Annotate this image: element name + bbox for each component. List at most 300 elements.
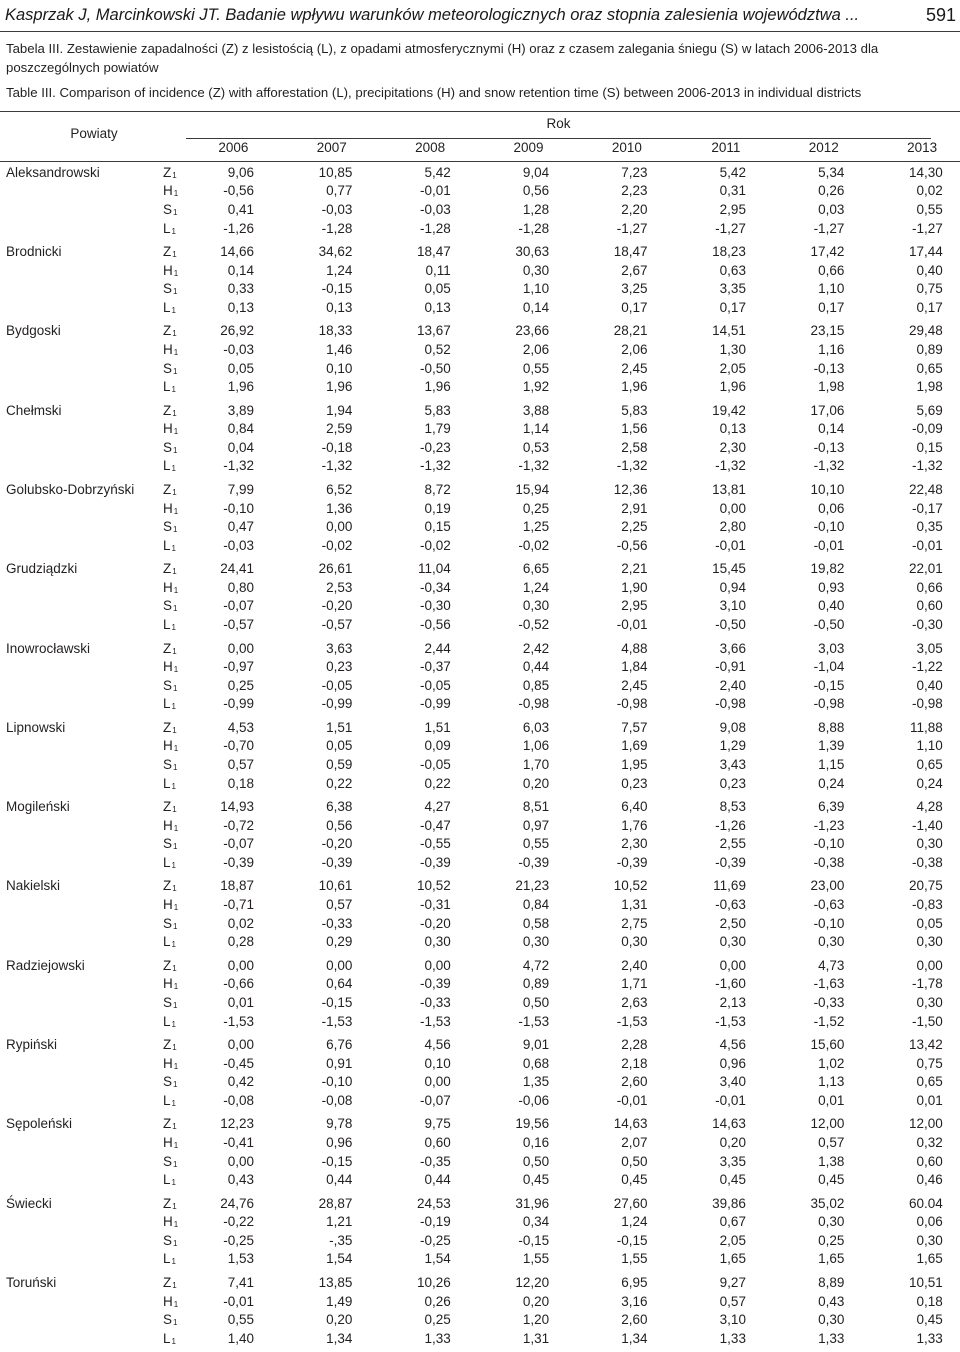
table-cell: 0,22 xyxy=(326,775,353,791)
table-row xyxy=(0,657,960,676)
table-cell: 1,54 xyxy=(326,1251,353,1267)
variable-letter: H xyxy=(163,421,173,437)
table-row xyxy=(0,737,960,756)
variable-subscript: 1 xyxy=(173,763,178,773)
table-cell: 0,65 xyxy=(916,757,943,773)
district-name: Brodnicki xyxy=(6,244,62,260)
table-cell: -0,07 xyxy=(223,836,254,852)
table-cell: -1,50 xyxy=(911,1013,943,1029)
table-cell: 1,79 xyxy=(424,421,451,437)
table-cell: -0,97 xyxy=(223,659,254,675)
table-cell: 2,06 xyxy=(621,341,648,357)
table-cell: -0,39 xyxy=(715,854,746,870)
table-cell: 6,39 xyxy=(818,799,845,815)
table-cell: 0,14 xyxy=(818,421,845,437)
table-cell: 3,16 xyxy=(621,1293,648,1309)
table-cell: -0,50 xyxy=(813,617,845,633)
table-cell: 1,54 xyxy=(424,1251,451,1267)
variable-letter: H xyxy=(163,341,173,357)
table-cell: 0,57 xyxy=(326,897,353,913)
table-cell: 0,30 xyxy=(621,934,648,950)
table-row xyxy=(0,993,960,1012)
variable-label xyxy=(158,720,198,735)
table-row xyxy=(0,1273,960,1292)
table-cell: 1,25 xyxy=(522,519,550,535)
running-header xyxy=(0,0,960,30)
table-cell: 4,27 xyxy=(424,799,451,815)
table-cell: -0,22 xyxy=(223,1214,254,1230)
table-row xyxy=(0,695,960,714)
table-cell: 1,55 xyxy=(522,1251,550,1267)
table-cell: 2,67 xyxy=(621,262,648,278)
variable-label xyxy=(158,221,198,236)
table-row xyxy=(0,1012,960,1031)
table-cell: 8,53 xyxy=(719,799,746,815)
table-cell: 8,89 xyxy=(818,1274,845,1290)
table-cell: 0,55 xyxy=(522,360,550,376)
table-cell: 1,30 xyxy=(719,341,746,357)
table-cell: 2,42 xyxy=(522,640,550,656)
table-cell: -0,15 xyxy=(321,1153,353,1169)
variable-label xyxy=(158,361,198,376)
variable-letter: H xyxy=(163,579,173,595)
table-cell: 0,00 xyxy=(227,1153,254,1169)
table-cell: 0,02 xyxy=(227,915,254,931)
table-cell: 1,33 xyxy=(424,1330,451,1346)
table-cell: -0,25 xyxy=(420,1232,451,1248)
variable-label xyxy=(158,403,198,418)
table-cell: 2,30 xyxy=(621,836,648,852)
variable-letter: L xyxy=(163,1092,171,1108)
variable-letter: Z xyxy=(163,1195,172,1211)
variable-subscript: 1 xyxy=(171,940,176,950)
variable-label xyxy=(158,1154,198,1169)
variable-label xyxy=(158,757,198,772)
table-cell: -0,05 xyxy=(321,677,353,693)
table-cell: -0,31 xyxy=(420,897,451,913)
table-cell: 0,97 xyxy=(522,817,550,833)
table-cell: -0,56 xyxy=(223,183,254,199)
table-cell: 39,86 xyxy=(712,1195,746,1211)
table-cell: 0,30 xyxy=(916,934,943,950)
table-cell: 34,62 xyxy=(318,244,353,260)
table-cell: 6,76 xyxy=(326,1037,353,1053)
running-title-authors: Kasprzak J, Marcinkowski JT. xyxy=(5,5,221,24)
table-cell: 10,10 xyxy=(810,481,845,497)
table-cell: 0,55 xyxy=(916,201,943,217)
variable-subscript: 1 xyxy=(171,1098,176,1108)
table-cell: -0,30 xyxy=(911,617,943,633)
district-name: Bydgoski xyxy=(6,323,61,339)
table-cell: 23,66 xyxy=(515,323,550,339)
variable-subscript: 1 xyxy=(173,1000,178,1010)
variable-letter: L xyxy=(163,934,171,950)
table-cell: 2,91 xyxy=(621,500,648,516)
table-cell: -1,32 xyxy=(911,458,943,474)
variable-subscript: 1 xyxy=(172,805,177,815)
variable-label xyxy=(158,1037,198,1052)
table-cell: 0,43 xyxy=(818,1293,845,1309)
year-header-2006: 2006 xyxy=(218,140,249,155)
district-group xyxy=(0,877,960,956)
table-cell: 0,30 xyxy=(916,994,943,1010)
variable-label xyxy=(158,855,198,870)
table-cell: 1,55 xyxy=(621,1251,648,1267)
district-name: Golubsko-Dobrzyński xyxy=(6,481,135,497)
table-cell: 0,94 xyxy=(719,579,746,595)
table-cell: 28,87 xyxy=(318,1195,353,1211)
district-group xyxy=(0,401,960,480)
table-cell: 1,24 xyxy=(522,579,550,595)
table-cell: 5,83 xyxy=(621,402,648,418)
table-cell: 0,13 xyxy=(719,421,746,437)
table-cell: 2,28 xyxy=(621,1037,648,1053)
table-cell: 2,80 xyxy=(719,519,746,535)
table-cell: 0,50 xyxy=(522,1153,550,1169)
table-row xyxy=(0,480,960,499)
variable-label xyxy=(158,165,198,180)
table-cell: 0,28 xyxy=(227,934,254,950)
table-cell: -0,39 xyxy=(616,854,648,870)
table-cell: 12,36 xyxy=(613,481,648,497)
table-cell: 1,71 xyxy=(621,976,648,992)
district-group xyxy=(0,797,960,876)
table-cell: 0,17 xyxy=(621,299,648,315)
table-cell: 0,25 xyxy=(424,1312,451,1328)
table-cell: -1,53 xyxy=(616,1013,648,1029)
table-cell: 0,23 xyxy=(326,659,353,675)
variable-subscript: 1 xyxy=(172,963,177,973)
table-cell: 7,23 xyxy=(621,164,648,180)
variable-subscript: 1 xyxy=(173,903,179,913)
table-cell: 1,24 xyxy=(326,262,353,278)
table-cell: 1,33 xyxy=(916,1330,943,1346)
table-cell: -0,34 xyxy=(420,579,451,595)
table-cell: 2,95 xyxy=(621,598,648,614)
table-cell: 0,44 xyxy=(522,659,550,675)
variable-label xyxy=(158,1116,198,1131)
variable-letter: S xyxy=(163,677,173,693)
table-cell: -1,60 xyxy=(715,976,746,992)
variable-label xyxy=(158,482,198,497)
year-header-2013: 2013 xyxy=(907,140,938,155)
table-cell: 2,20 xyxy=(621,201,648,217)
variable-subscript: 1 xyxy=(173,189,179,199)
table-cell: 1,51 xyxy=(424,719,451,735)
table-cell: 0,60 xyxy=(916,1153,943,1169)
variable-subscript: 1 xyxy=(172,1280,177,1290)
table-cell: 12,00 xyxy=(908,1116,943,1132)
variable-label xyxy=(158,323,198,338)
table-cell: 0,35 xyxy=(916,519,943,535)
table-cell: 2,58 xyxy=(621,439,648,455)
variable-letter: S xyxy=(163,1153,173,1169)
table-cell: 0,19 xyxy=(424,500,451,516)
table-row xyxy=(0,914,960,933)
table-cell: 0,53 xyxy=(522,439,550,455)
table-cell: -1,63 xyxy=(813,976,845,992)
table-row xyxy=(0,219,960,238)
table-cell: -0,10 xyxy=(813,836,845,852)
variable-letter: L xyxy=(163,1172,171,1188)
variable-subscript: 1 xyxy=(171,702,176,712)
table-cell: 1,98 xyxy=(818,379,845,395)
table-cell: 1,33 xyxy=(818,1330,845,1346)
table-cell: 1,40 xyxy=(227,1330,254,1346)
table-cell: 2,18 xyxy=(621,1055,648,1071)
table-cell: 1,31 xyxy=(522,1330,550,1346)
variable-label xyxy=(158,976,198,991)
table-cell: 12,20 xyxy=(515,1274,550,1290)
table-body xyxy=(0,163,960,1352)
table-cell: 0,91 xyxy=(326,1055,353,1071)
variable-letter: H xyxy=(163,1134,173,1150)
table-cell: -0,41 xyxy=(223,1134,254,1150)
table-cell: 0,55 xyxy=(227,1312,254,1328)
table-cell: 1,20 xyxy=(522,1312,550,1328)
table-cell: -0,33 xyxy=(420,994,451,1010)
table-cell: 3,03 xyxy=(818,640,845,656)
table-cell: 9,78 xyxy=(326,1116,353,1132)
table-cell: 0,05 xyxy=(326,738,353,754)
page-number: 591 xyxy=(925,4,956,25)
table-cell: 1,24 xyxy=(621,1214,648,1230)
variable-label xyxy=(158,1074,198,1089)
table-cell: 0,05 xyxy=(916,915,943,931)
table-cell: -0,02 xyxy=(518,537,550,553)
variable-label xyxy=(158,440,198,455)
table-cell: -0,18 xyxy=(321,439,353,455)
table-cell: 4,53 xyxy=(227,719,254,735)
variable-subscript: 1 xyxy=(172,1043,177,1053)
table-cell: 0,26 xyxy=(424,1293,451,1309)
table-cell: 0,22 xyxy=(424,775,451,791)
variable-letter: H xyxy=(163,659,173,675)
district-name: Rypiński xyxy=(6,1037,58,1053)
table-cell: -1,53 xyxy=(715,1013,746,1029)
table-cell: 9,27 xyxy=(719,1274,746,1290)
table-cell: 26,61 xyxy=(318,561,353,577)
table-cell: 6,38 xyxy=(326,799,353,815)
variable-subscript: 1 xyxy=(171,860,176,870)
variable-label xyxy=(158,1196,198,1211)
table-cell: -0,01 xyxy=(420,183,451,199)
table-cell: -0,15 xyxy=(813,677,845,693)
district-group xyxy=(0,559,960,638)
table-row xyxy=(0,242,960,261)
year-header-2008: 2008 xyxy=(415,140,446,155)
table-cell: 1,49 xyxy=(326,1293,353,1309)
variable-label xyxy=(158,818,198,833)
table-cell: 0,45 xyxy=(916,1312,943,1328)
table-cell: 0,68 xyxy=(522,1055,550,1071)
district-name: Świecki xyxy=(6,1195,52,1211)
variable-subscript: 1 xyxy=(173,1299,179,1309)
table-cell: 18,87 xyxy=(220,878,254,894)
variable-letter: Z xyxy=(163,402,172,418)
table-cell: 2,59 xyxy=(326,421,353,437)
table-cell: 12,23 xyxy=(220,1116,254,1132)
table-row xyxy=(0,676,960,695)
table-cell: 0,96 xyxy=(719,1055,746,1071)
variable-subscript: 1 xyxy=(172,250,177,260)
year-header-2009: 2009 xyxy=(513,140,544,155)
variable-label xyxy=(158,799,198,814)
table-cell: 1,94 xyxy=(326,402,353,418)
table-cell: 1,98 xyxy=(916,379,943,395)
table-cell: 0,75 xyxy=(916,1055,943,1071)
table-cell: 0,01 xyxy=(916,1092,943,1108)
table-cell: -0,45 xyxy=(223,1055,254,1071)
table-cell: 17,42 xyxy=(810,244,845,260)
table-row xyxy=(0,975,960,994)
table-cell: -0,38 xyxy=(911,854,943,870)
table-row xyxy=(0,816,960,835)
district-group xyxy=(0,163,960,242)
table-cell: 0,33 xyxy=(227,281,254,297)
table-cell: 0,66 xyxy=(916,579,943,595)
table-cell: 0,00 xyxy=(227,640,254,656)
table-cell: 0,40 xyxy=(818,598,845,614)
variable-letter: Z xyxy=(163,719,172,735)
table-cell: 0,25 xyxy=(227,677,254,693)
variable-letter: L xyxy=(163,220,171,236)
variable-label xyxy=(158,659,198,674)
table-cell: 9,75 xyxy=(424,1116,451,1132)
column-header-year-group: Rok xyxy=(546,116,571,131)
table-cell: -1,53 xyxy=(223,1013,254,1029)
table-cell: 3,35 xyxy=(719,1153,746,1169)
year-group-rule xyxy=(186,138,931,139)
table-cell: -0,66 xyxy=(223,976,254,992)
variable-subscript: 1 xyxy=(171,543,176,553)
variable-label xyxy=(158,244,198,259)
table-cell: -1,27 xyxy=(616,220,648,236)
table-cell: 9,04 xyxy=(522,164,550,180)
table-cell: 19,82 xyxy=(810,561,845,577)
table-cell: 9,08 xyxy=(719,719,746,735)
table-cell: 0,00 xyxy=(326,957,353,973)
table-cell: 21,23 xyxy=(515,878,550,894)
table-cell: 2,75 xyxy=(621,915,648,931)
table-cell: 3,40 xyxy=(719,1074,746,1090)
table-cell: 13,67 xyxy=(416,323,451,339)
table-row xyxy=(0,517,960,536)
table-cell: 3,89 xyxy=(227,402,254,418)
table-row xyxy=(0,1115,960,1134)
table-cell: 3,43 xyxy=(719,757,746,773)
variable-subscript: 1 xyxy=(171,1019,176,1029)
table-cell: -0,47 xyxy=(420,817,451,833)
table-row xyxy=(0,163,960,182)
variable-subscript: 1 xyxy=(172,1122,177,1132)
table-cell: 0,15 xyxy=(916,439,943,455)
table-cell: 13,81 xyxy=(712,481,746,497)
table-row xyxy=(0,597,960,616)
variable-label xyxy=(158,617,198,632)
variable-letter: S xyxy=(163,994,173,1010)
variable-letter: L xyxy=(163,379,171,395)
table-row xyxy=(0,279,960,298)
table-cell: 1,76 xyxy=(621,817,648,833)
table-cell: 0,20 xyxy=(719,1134,746,1150)
table-cell: -0,98 xyxy=(518,696,550,712)
variable-letter: Z xyxy=(163,1037,172,1053)
variable-label xyxy=(158,776,198,791)
table-cell: -0,10 xyxy=(813,915,845,931)
variable-letter: S xyxy=(163,1232,173,1248)
district-group xyxy=(0,956,960,1035)
table-cell: 2,55 xyxy=(719,836,746,852)
table-cell: 6,52 xyxy=(326,481,353,497)
table-cell: -0,39 xyxy=(321,854,353,870)
table-cell: 4,56 xyxy=(719,1037,746,1053)
table-row xyxy=(0,322,960,341)
table-row xyxy=(0,895,960,914)
table-cell: -0,15 xyxy=(321,281,353,297)
table-row xyxy=(0,536,960,555)
table-cell: 17,44 xyxy=(908,244,943,260)
table-cell: 1,06 xyxy=(522,738,550,754)
table-cell: 17,06 xyxy=(810,402,845,418)
variable-letter: S xyxy=(163,201,173,217)
table-cell: -0,08 xyxy=(223,1092,254,1108)
table-cell: 0,85 xyxy=(522,677,550,693)
table-row xyxy=(0,1292,960,1311)
variable-label xyxy=(158,641,198,656)
variable-letter: L xyxy=(163,458,171,474)
table-cell: 1,13 xyxy=(818,1074,845,1090)
table-row xyxy=(0,1250,960,1269)
variable-subscript: 1 xyxy=(173,982,179,992)
variable-letter: Z xyxy=(163,244,172,260)
variable-subscript: 1 xyxy=(173,1080,178,1090)
table-cell: 11,88 xyxy=(909,719,943,735)
table-cell: -0,39 xyxy=(420,854,451,870)
district-group xyxy=(0,242,960,321)
table-cell: 3,25 xyxy=(621,281,648,297)
variable-letter: Z xyxy=(163,164,172,180)
table-cell: 14,63 xyxy=(712,1116,746,1132)
variable-subscript: 1 xyxy=(173,744,179,754)
table-cell: -1,26 xyxy=(223,220,254,236)
variable-label xyxy=(158,1135,198,1150)
table-cell: -1,22 xyxy=(911,659,943,675)
table-cell: -0,25 xyxy=(223,1232,254,1248)
table-row xyxy=(0,377,960,396)
table-row xyxy=(0,438,960,457)
table-cell: -1,32 xyxy=(715,458,746,474)
table-cell: 1,96 xyxy=(227,379,254,395)
table-cell: -0,50 xyxy=(715,617,746,633)
table-cell: 0,00 xyxy=(916,957,943,973)
variable-letter: L xyxy=(163,1251,171,1267)
table-cell: 18,23 xyxy=(712,244,746,260)
table-cell: -0,07 xyxy=(420,1092,451,1108)
table-cell: 0,55 xyxy=(522,836,550,852)
table-row xyxy=(0,298,960,317)
table-row xyxy=(0,718,960,737)
table-cell: 0,30 xyxy=(522,262,550,278)
table-cell: 1,10 xyxy=(818,281,845,297)
table-cell: 3,63 xyxy=(326,640,353,656)
table-cell: 2,50 xyxy=(719,915,746,931)
table-cell: -0,15 xyxy=(321,994,353,1010)
table-cell: 2,53 xyxy=(326,579,353,595)
table-cell: 1,29 xyxy=(719,738,746,754)
year-header-2007: 2007 xyxy=(316,140,347,155)
table-cell: 1,39 xyxy=(818,738,845,754)
